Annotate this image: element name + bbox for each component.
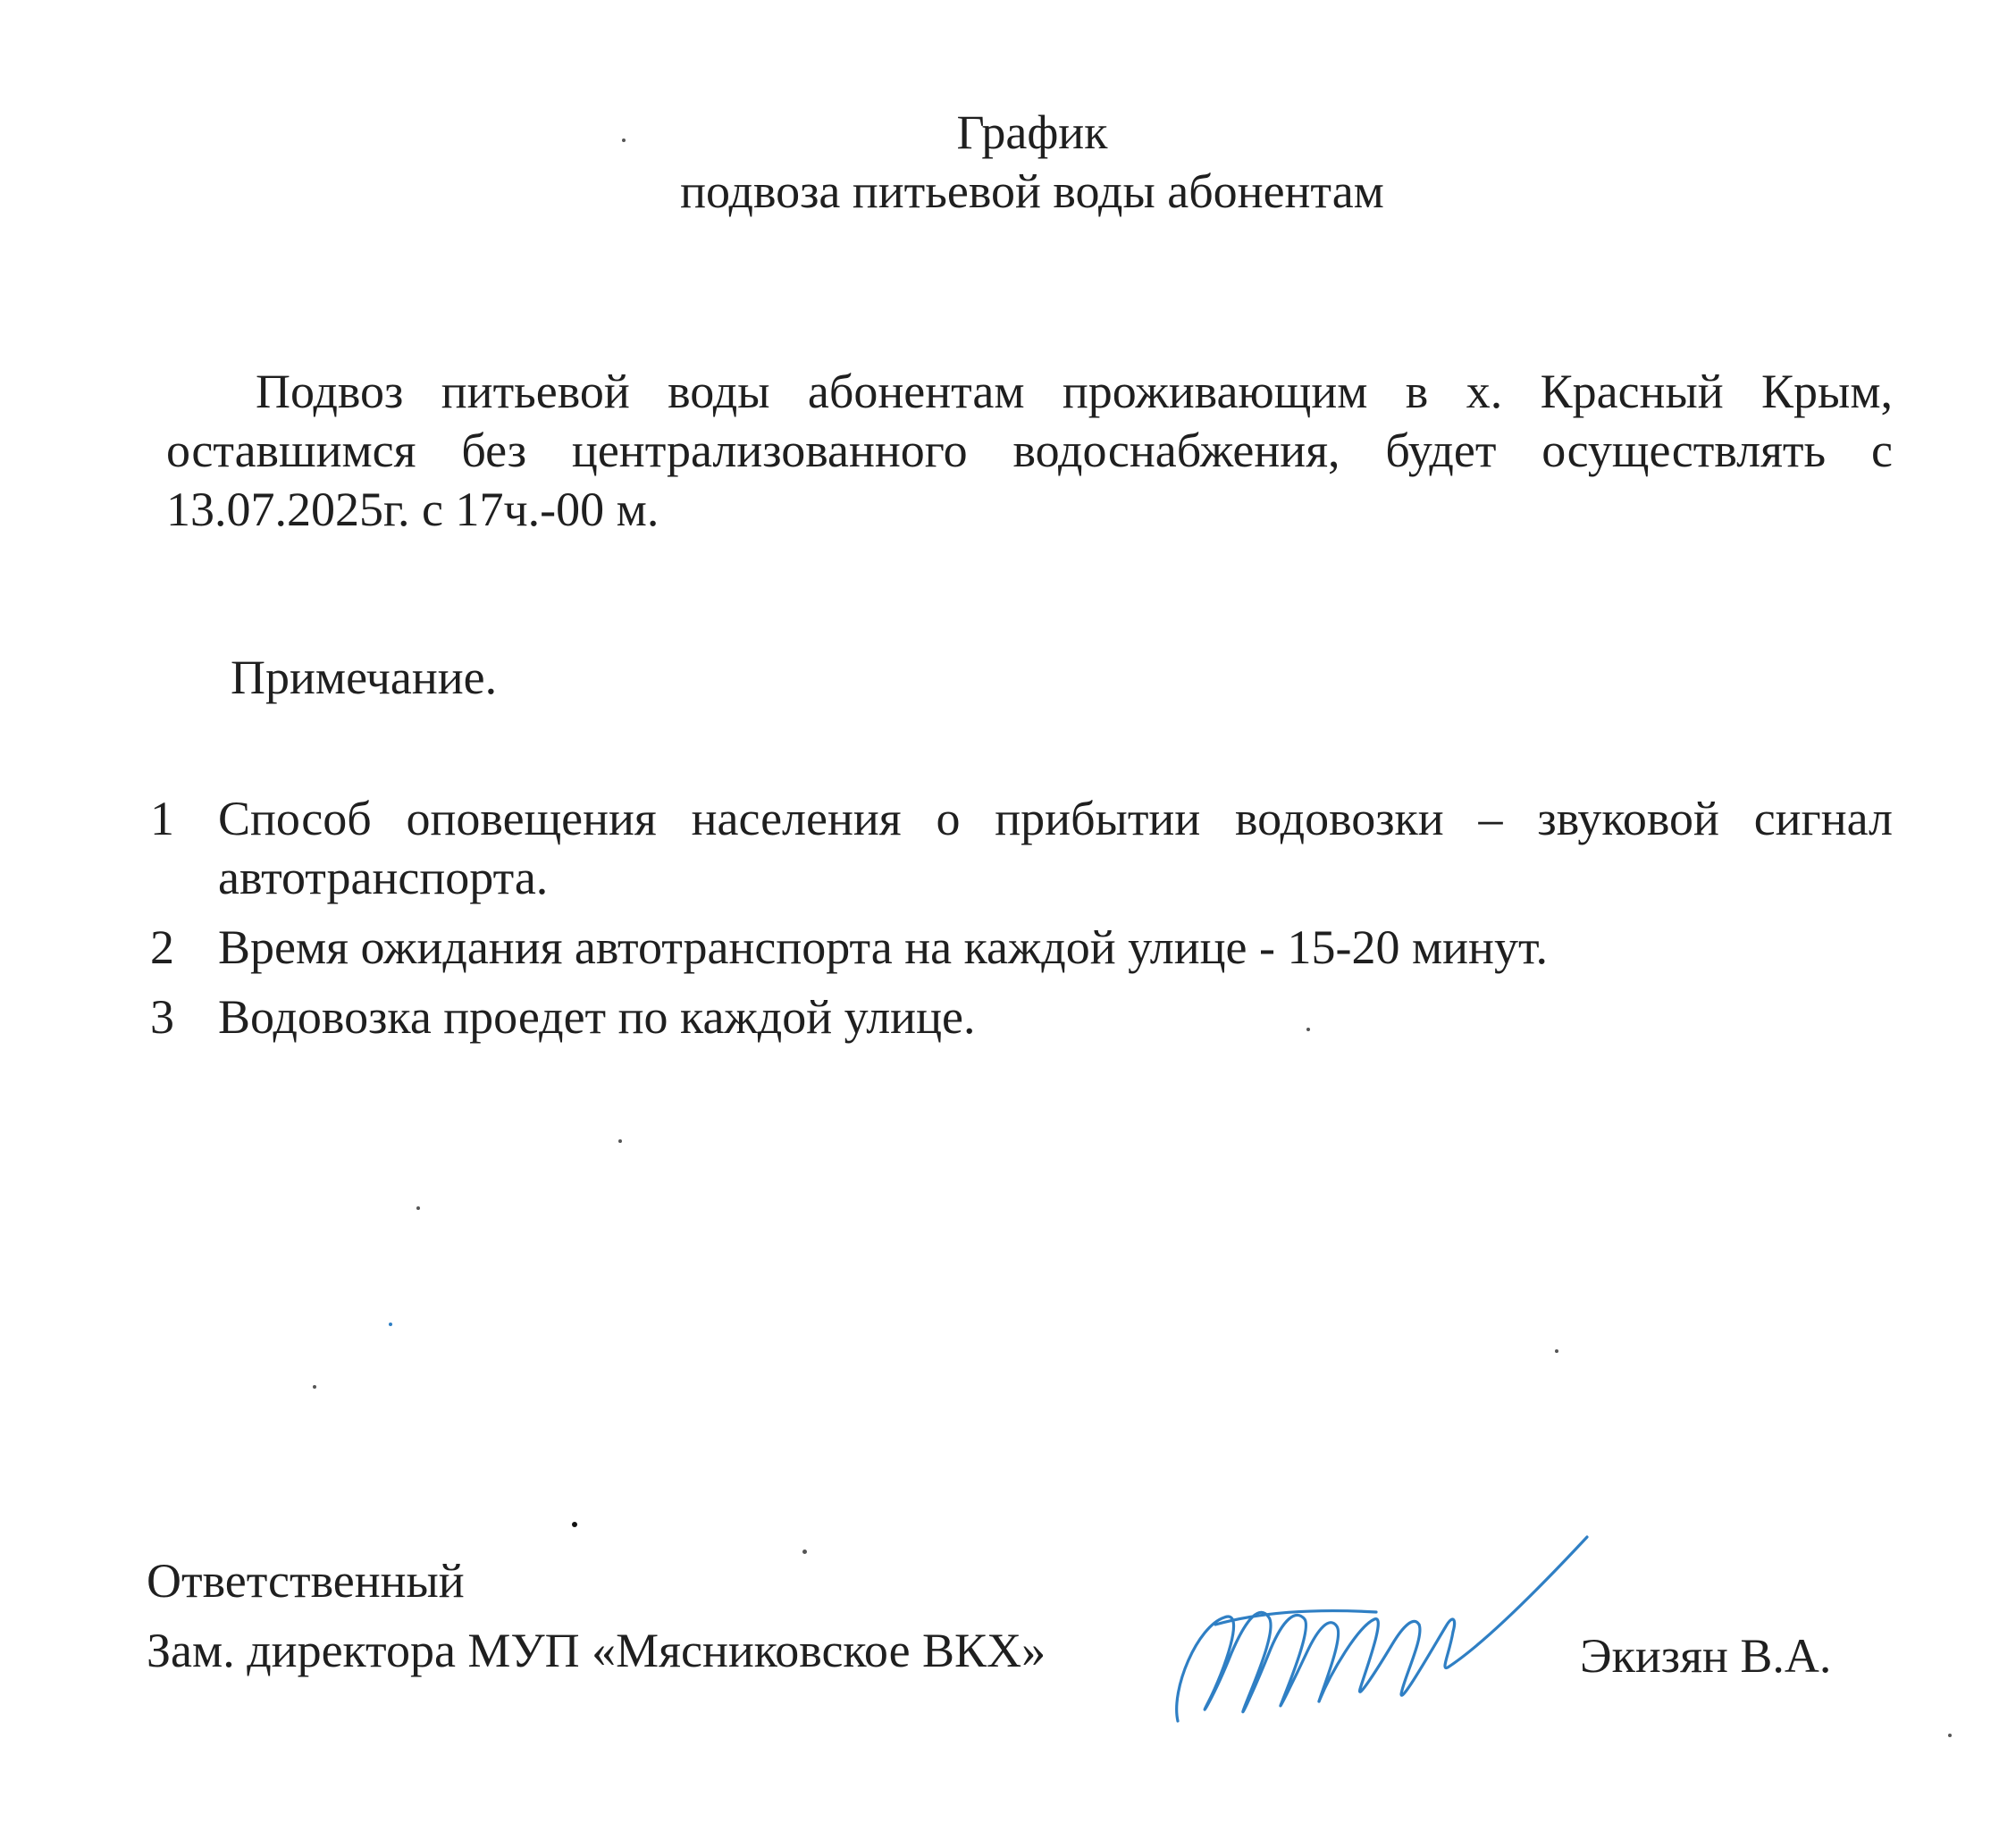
body-paragraph: Подвоз питьевой воды абонентам проживающим в х. Красный Крым, оставшимся без централизованного водоснабжения, будет осуществлять с 13.07.2025г. с 17ч.-00 м. xyxy=(166,365,1893,536)
scan-speck xyxy=(1948,1734,1952,1737)
document-title: График xyxy=(956,105,1108,159)
note-heading: Примечание. xyxy=(231,651,498,704)
scan-speck xyxy=(622,139,626,142)
scan-speck xyxy=(1306,1028,1310,1031)
list-item-text: Время ожидания автотранспорта на каждой улице - 15-20 минут. xyxy=(218,920,1548,974)
list-item-text: Способ оповещения населения о прибытии водовозки – звуковой сигнал автотранспорта. xyxy=(218,792,1893,904)
scan-speck xyxy=(389,1323,392,1326)
document-subtitle: подвоза питьевой воды абонентам xyxy=(680,164,1384,218)
list-item-number: 3 xyxy=(150,990,174,1044)
scan-speck xyxy=(416,1206,420,1210)
handwritten-signature xyxy=(1162,1519,1609,1734)
scan-speck xyxy=(313,1385,316,1389)
list-item xyxy=(150,987,1893,1046)
list-item-number: 1 xyxy=(150,792,174,845)
list-item xyxy=(150,918,1893,977)
scan-speck xyxy=(802,1550,807,1554)
list-item xyxy=(150,789,1893,907)
scan-speck xyxy=(572,1522,577,1527)
signatory-position: Зам. директора МУП «Мясниковское ВКХ» xyxy=(147,1624,1046,1677)
list-item-number: 2 xyxy=(150,920,174,974)
scan-speck xyxy=(1555,1349,1558,1353)
scan-speck xyxy=(618,1139,622,1143)
notes-list xyxy=(150,789,1893,1057)
title-block xyxy=(0,103,2016,221)
list-item-text: Водовозка проедет по каждой улице. xyxy=(218,990,976,1044)
signature-strokes xyxy=(1177,1537,1587,1721)
signatory-name: Экизян В.А. xyxy=(1580,1629,1832,1683)
signatory-role: Ответственный xyxy=(147,1554,465,1608)
